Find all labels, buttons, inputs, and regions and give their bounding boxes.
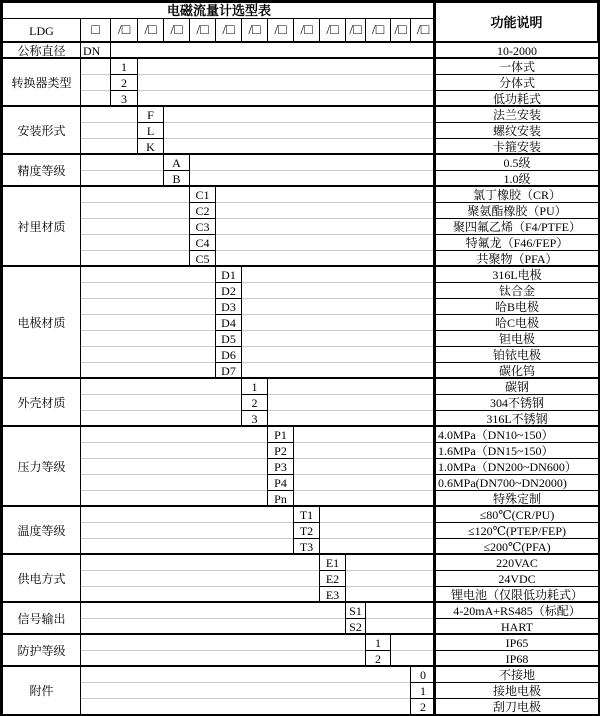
option-code-cell: 1 (365, 634, 391, 651)
model-code-box: /□ (390, 18, 411, 43)
option-code-cell: 1 (110, 58, 138, 75)
function-description-cell: 1.6MPa（DN15~150） (435, 442, 599, 459)
function-description-cell: 氯丁橡胶（CR） (435, 186, 599, 203)
option-code-cell: 2 (241, 394, 268, 411)
faint-gridline (80, 170, 435, 171)
function-description-cell: 哈B电极 (435, 298, 599, 315)
function-description-cell: 10-2000 (435, 42, 599, 59)
function-description-cell: 316L电极 (435, 266, 599, 283)
faint-gridline (80, 538, 435, 539)
function-description-cell: 刮刀电极 (435, 698, 599, 715)
category-label: 压力等级 (2, 426, 81, 507)
band-separator (2, 57, 598, 59)
function-description-cell: 4-20mA+RS485（标配） (435, 602, 599, 619)
faint-gridline (80, 522, 435, 523)
option-code-cell: D3 (215, 298, 242, 315)
model-code-box: /□ (110, 18, 138, 43)
option-code-cell: P4 (267, 474, 294, 491)
band-separator (2, 185, 598, 187)
option-code-cell: T1 (293, 506, 320, 523)
band-separator (2, 153, 598, 155)
option-code-cell: S1 (345, 602, 366, 619)
model-code-box: □ (80, 18, 111, 43)
faint-gridline (80, 138, 435, 139)
category-label: 信号输出 (2, 602, 81, 635)
function-description-cell: 接地电极 (435, 682, 599, 699)
function-description-cell: 螺纹安装 (435, 122, 599, 139)
option-code-cell: A (163, 154, 190, 171)
faint-gridline (80, 218, 435, 219)
function-description-cell: 低功耗式 (435, 90, 599, 107)
faint-gridline (80, 282, 435, 283)
option-code-cell: C5 (189, 250, 216, 267)
model-code-box: /□ (410, 18, 436, 43)
model-code-box: /□ (345, 18, 366, 43)
function-description-cell: 分体式 (435, 74, 599, 91)
faint-gridline (80, 234, 435, 235)
option-code-cell: 2 (110, 74, 138, 91)
faint-gridline (80, 314, 435, 315)
category-label: 温度等级 (2, 506, 81, 555)
category-label: 精度等级 (2, 154, 81, 187)
option-code-cell: D2 (215, 282, 242, 299)
function-description-header: 功能说明 (435, 2, 598, 43)
option-code-cell: 3 (241, 410, 268, 427)
faint-gridline (80, 362, 435, 363)
option-code-cell: P3 (267, 458, 294, 475)
model-code-box: /□ (163, 18, 190, 43)
option-code-cell: B (163, 170, 190, 187)
function-description-cell: 锂电池（仅限低功耗式） (435, 586, 599, 603)
band-separator (2, 505, 598, 507)
model-code-box: /□ (241, 18, 268, 43)
band-separator (2, 265, 598, 267)
category-label: 供电方式 (2, 554, 81, 603)
option-code-cell: T2 (293, 522, 320, 539)
model-code-box: /□ (137, 18, 164, 43)
option-code-cell: S2 (345, 618, 366, 635)
function-description-cell: 24VDC (435, 570, 599, 587)
option-code-cell: T3 (293, 538, 320, 555)
faint-gridline (80, 330, 435, 331)
option-code-cell: Pn (267, 490, 294, 507)
band-separator (2, 601, 598, 603)
model-code-box: /□ (189, 18, 216, 43)
faint-gridline (80, 458, 435, 459)
function-description-cell: 卡箍安装 (435, 138, 599, 155)
model-code-box: /□ (215, 18, 242, 43)
option-code-cell: 2 (410, 698, 436, 715)
function-description-cell: 共聚物（PFA） (435, 250, 599, 267)
option-code-cell: D6 (215, 346, 242, 363)
function-description-cell: 碳钢 (435, 378, 599, 395)
faint-gridline (80, 682, 435, 683)
model-code-box: /□ (267, 18, 294, 43)
faint-gridline (80, 298, 435, 299)
function-description-cell: 1.0级 (435, 170, 599, 187)
faint-gridline (80, 618, 435, 619)
function-description-cell: ≤80℃(CR/PU) (435, 506, 599, 523)
option-code-cell: 2 (365, 650, 391, 667)
function-description-cell: 聚氨酯橡胶（PU） (435, 202, 599, 219)
option-code-cell: 1 (410, 682, 436, 699)
category-label: 公称直径 (2, 42, 81, 59)
option-code-cell: E1 (319, 554, 346, 571)
model-code-box: /□ (365, 18, 391, 43)
function-description-cell: 304不锈钢 (435, 394, 599, 411)
function-description-cell: 法兰安装 (435, 106, 599, 123)
option-code-cell: DN (80, 42, 111, 59)
faint-gridline (80, 698, 435, 699)
option-code-cell: P2 (267, 442, 294, 459)
function-description-cell: 316L不锈钢 (435, 410, 599, 427)
option-code-cell: D7 (215, 362, 242, 379)
function-description-cell: 0.6MPa(DN700~DN2000) (435, 474, 599, 491)
faint-gridline (80, 490, 435, 491)
model-code-box: /□ (319, 18, 346, 43)
faint-gridline (80, 570, 435, 571)
faint-gridline (80, 346, 435, 347)
option-code-cell: C2 (189, 202, 216, 219)
function-description-cell: 哈C电极 (435, 314, 599, 331)
band-separator (2, 425, 598, 427)
model-prefix-cell: LDG (2, 18, 81, 43)
function-description-cell: 碳化钨 (435, 362, 599, 379)
band-separator (2, 105, 598, 107)
faint-gridline (80, 442, 435, 443)
category-label: 衬里材质 (2, 186, 81, 267)
option-code-cell: F (137, 106, 164, 123)
option-code-cell: E2 (319, 570, 346, 587)
function-description-cell: IP65 (435, 634, 599, 651)
category-label: 转换器类型 (2, 58, 81, 107)
function-description-cell: 一体式 (435, 58, 599, 75)
function-description-cell: 聚四氟乙烯（F4/PTFE） (435, 218, 599, 235)
category-label: 外壳材质 (2, 378, 81, 427)
function-description-cell: 钛合金 (435, 282, 599, 299)
function-description-cell: ≤120℃(PTEP/FEP) (435, 522, 599, 539)
option-code-cell: C3 (189, 218, 216, 235)
option-code-cell: 3 (110, 90, 138, 107)
function-description-cell: 220VAC (435, 554, 599, 571)
band-separator (2, 553, 598, 555)
option-code-cell: K (137, 138, 164, 155)
function-description-cell: 铂铱电极 (435, 346, 599, 363)
option-code-cell: D1 (215, 266, 242, 283)
band-separator (2, 41, 598, 43)
category-label: 电极材质 (2, 266, 81, 379)
function-description-cell: 0.5级 (435, 154, 599, 171)
function-description-cell: ≤200℃(PFA) (435, 538, 599, 555)
function-description-cell: 不接地 (435, 666, 599, 683)
faint-gridline (80, 586, 435, 587)
function-description-cell: 4.0MPa（DN10~150） (435, 426, 599, 443)
option-code-cell: L (137, 122, 164, 139)
category-label: 附件 (2, 666, 81, 715)
option-code-cell: 0 (410, 666, 436, 683)
faint-gridline (80, 122, 435, 123)
option-code-cell: 1 (241, 378, 268, 395)
function-description-cell: 特殊定制 (435, 490, 599, 507)
option-code-cell: D4 (215, 314, 242, 331)
function-description-cell: IP68 (435, 650, 599, 667)
function-column-divider (433, 2, 435, 714)
faint-gridline (80, 250, 435, 251)
option-code-cell: P1 (267, 426, 294, 443)
function-description-cell: 1.0MPa（DN200~DN600） (435, 458, 599, 475)
function-description-cell: 钽电极 (435, 330, 599, 347)
function-description-cell: 特氟龙（F46/FEP） (435, 234, 599, 251)
faint-gridline (80, 474, 435, 475)
option-code-cell: C4 (189, 234, 216, 251)
table-title: 电磁流量计选型表 (2, 2, 436, 19)
option-code-cell: E3 (319, 586, 346, 603)
band-separator (2, 665, 598, 667)
category-label: 安装形式 (2, 106, 81, 155)
option-code-cell: D5 (215, 330, 242, 347)
band-separator (2, 377, 598, 379)
category-label: 防护等级 (2, 634, 81, 667)
function-description-cell: HART (435, 618, 599, 635)
model-code-box: /□ (293, 18, 320, 43)
option-code-cell: C1 (189, 186, 216, 203)
faint-gridline (80, 202, 435, 203)
band-separator (2, 633, 598, 635)
